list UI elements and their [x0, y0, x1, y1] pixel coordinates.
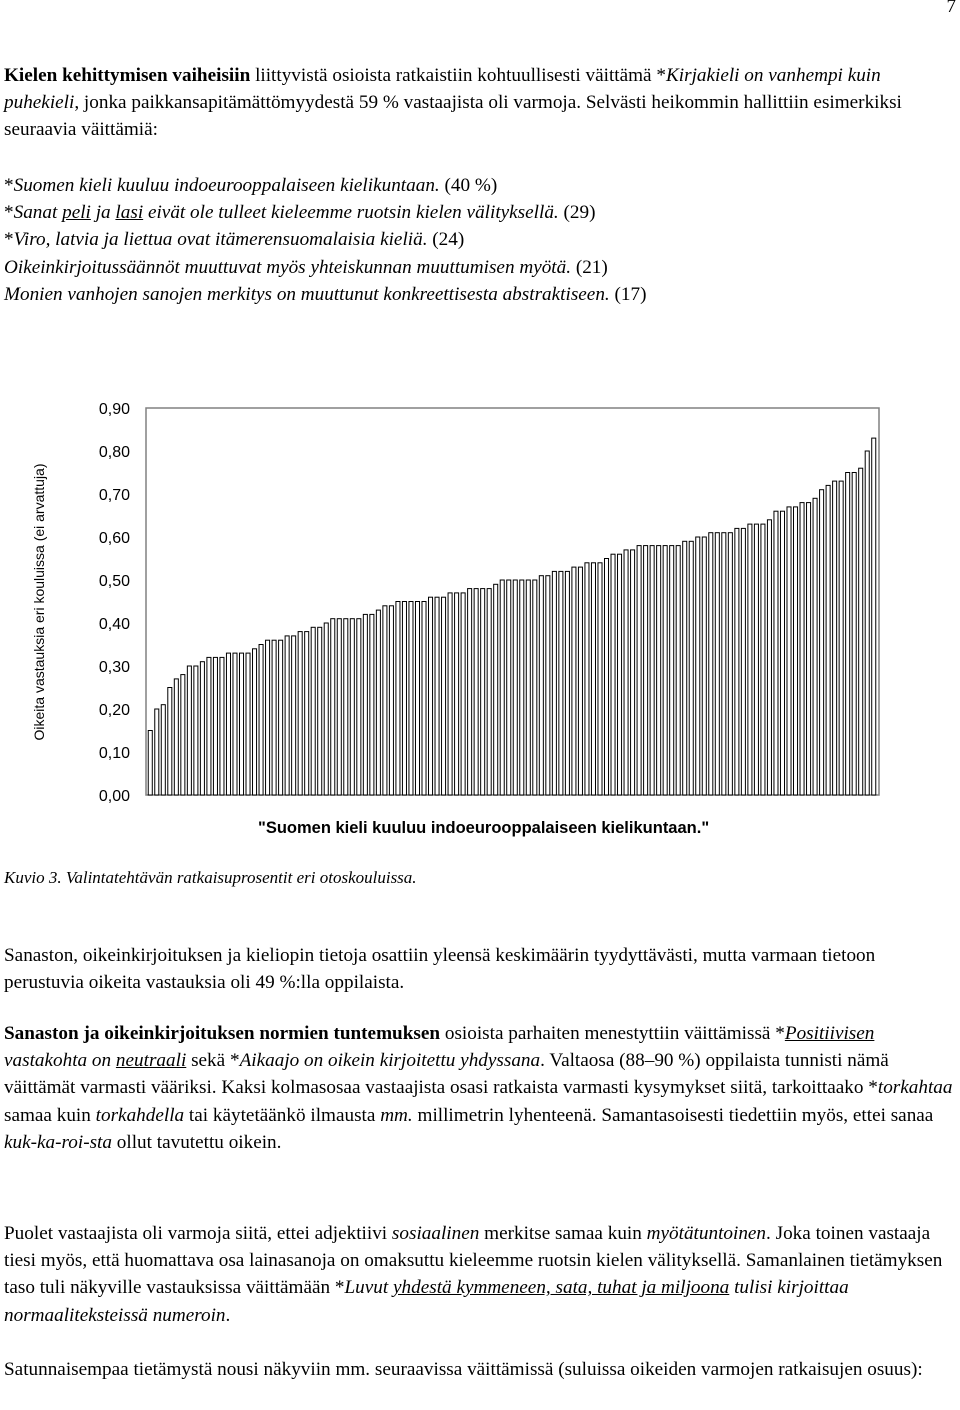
p3-i6: kuk-ka-roi-sta	[4, 1131, 112, 1153]
bar	[155, 709, 159, 795]
bar	[194, 666, 198, 795]
bar	[239, 653, 243, 795]
bar	[272, 640, 276, 795]
statement-percentage: (21)	[571, 256, 608, 278]
p3-t4: samaa kuin	[4, 1104, 96, 1126]
statement-percentage: (24)	[427, 229, 465, 251]
p3-t2: sekä *	[186, 1050, 240, 1072]
x-axis-title: "Suomen kieli kuuluu indoeurooppalaiseen kielikuntaan."	[258, 819, 710, 837]
bar	[813, 498, 817, 795]
p4-i1: sosiaalinen	[391, 1223, 480, 1244]
bar	[174, 679, 178, 795]
bar	[767, 520, 771, 795]
statement-item	[4, 254, 956, 281]
bar	[513, 580, 517, 795]
bar	[846, 473, 850, 796]
bar	[559, 571, 563, 795]
bar	[253, 649, 257, 795]
bar	[233, 653, 237, 795]
bar	[702, 537, 706, 795]
bar	[631, 550, 635, 795]
p3-word-neutraali	[116, 1050, 186, 1071]
y-tick-label: 0,70	[98, 487, 130, 504]
intro-text-2: , jonka paikkansapitämättömyydestä 59 % vastaajista oli varmoja. Selvästi heikommin hallittiin esimerkiksi seuraavia väittämiä:	[4, 92, 902, 141]
intro-paragraph	[4, 62, 956, 144]
bar	[598, 563, 602, 795]
statement-text: Suomen kieli kuuluu indoeurooppalaiseen kielikuntaan.	[13, 175, 440, 196]
bar	[565, 571, 569, 795]
statement-text: Monien vanhojen sanojen merkitys on muuttunut konkreettisesta abstraktiseen.	[4, 283, 610, 305]
bar	[585, 563, 589, 795]
bar	[370, 614, 374, 795]
bar	[429, 597, 433, 795]
bar	[311, 627, 315, 795]
statement-text: ja	[90, 202, 116, 224]
bar	[487, 589, 491, 795]
bar	[741, 528, 745, 795]
bar	[637, 546, 641, 795]
bar	[246, 653, 250, 795]
p3-u1: Positiivisen	[784, 1023, 875, 1044]
intro-heading: Kielen kehittymisen vaiheisiin	[4, 65, 251, 86]
y-tick-label: 0,40	[98, 616, 130, 633]
bar	[748, 524, 752, 795]
p4-u3: yhdestä kymmeneen, sata, tuhat ja miljoona	[393, 1277, 730, 1299]
chart-svg	[0, 380, 960, 850]
bar	[507, 580, 511, 795]
statement-item	[4, 199, 956, 226]
bar	[650, 546, 654, 795]
bar	[735, 528, 739, 795]
y-axis-title: Oikeita vastauksia eri kouluissa (ei arvattuja)	[31, 463, 47, 741]
statement-percentage: (40 %)	[439, 175, 498, 196]
p3-t7: ollut tavutettu oikein.	[111, 1131, 282, 1153]
p4-t4: .	[225, 1304, 231, 1326]
statement-percentage: (29)	[558, 202, 596, 224]
y-tick-label: 0,50	[98, 573, 130, 590]
bar	[852, 473, 856, 796]
statement-prefix: *	[4, 202, 14, 224]
bar	[344, 619, 348, 795]
y-tick-label: 0,00	[98, 788, 130, 805]
bar	[520, 580, 524, 795]
y-tick-label: 0,20	[98, 702, 130, 719]
bar	[207, 657, 211, 795]
bar	[611, 554, 615, 795]
bar	[807, 503, 811, 795]
bar	[187, 666, 191, 795]
bar	[363, 614, 367, 795]
bar	[715, 533, 719, 795]
statement-text: Oikeinkirjoitussäännöt muuttuvat myös yhteiskunnan muuttumisen myötä.	[4, 256, 572, 278]
statement-item	[4, 281, 956, 308]
statement-list	[4, 172, 956, 308]
bar	[279, 640, 283, 795]
bar	[820, 490, 824, 795]
figure-caption: Kuvio 3. Valintatehtävän ratkaisuprosentit eri otoskouluissa.	[4, 868, 417, 887]
bar	[618, 554, 622, 795]
bar	[709, 533, 713, 795]
statement-underlined-word: peli	[62, 202, 91, 224]
bar	[624, 550, 628, 795]
bar	[468, 589, 472, 795]
bar	[422, 602, 426, 796]
bar	[754, 524, 758, 795]
y-tick-label: 0,10	[98, 745, 130, 762]
p3-i4: torkahdella	[95, 1104, 185, 1126]
p4-i2: myötätuntoinen	[646, 1223, 767, 1244]
p4-underlined-phrase	[393, 1277, 729, 1298]
bar	[318, 627, 322, 795]
bar	[780, 511, 784, 795]
bar	[481, 589, 485, 795]
bar	[872, 438, 876, 795]
bar	[220, 657, 224, 795]
bar	[689, 541, 693, 795]
bar	[292, 636, 296, 795]
p4-t1: Puolet vastaajista oli varmoja siitä, ettei adjektiivi	[4, 1223, 392, 1244]
bar	[644, 546, 648, 795]
bar	[761, 524, 765, 795]
bar	[331, 619, 335, 795]
bar	[533, 580, 537, 795]
bar	[552, 571, 556, 795]
p3-word-positiivisen	[785, 1023, 875, 1044]
bar	[794, 507, 798, 795]
bar	[305, 632, 309, 795]
statement-text	[62, 202, 91, 223]
bar	[859, 468, 863, 795]
p3-t6: millimetrin lyhenteenä. Samantasoisesti tiedettiin myös, ettei sanaa	[412, 1104, 934, 1126]
bar	[402, 602, 406, 796]
paragraph-4	[4, 1220, 956, 1329]
bar	[350, 619, 354, 795]
bar-chart	[0, 380, 960, 850]
p3-t3: . Valtaosa (88–90 %) oppilaista tunnisti nämä väittämät varmasti vääriksi. Kaksi kolmasosaa vastaajista osasi ratkaista varmasti kysymykset siitä, tarkoittaako *	[4, 1050, 889, 1099]
y-tick-label: 0,60	[98, 530, 130, 547]
p4-t3: . Joka toinen vastaaja tiesi myös, että huomattava osa lainasanoja on omaksuttu kieleemme ruotsin kielen välityksellä. Samanlainen tietämyksen taso tuli näkyville vastauksissa väittämään *	[4, 1223, 943, 1299]
bar	[461, 593, 465, 795]
p3-i5: mm.	[380, 1104, 413, 1126]
y-tick-label: 0,90	[98, 401, 130, 418]
p3-i1: vastakohta on	[4, 1050, 116, 1072]
p3-t5: tai käytetäänkö ilmausta	[184, 1104, 381, 1126]
y-tick-label: 0,30	[98, 659, 130, 676]
bar	[442, 597, 446, 795]
bar	[800, 503, 804, 795]
bar	[728, 533, 732, 795]
bar	[389, 606, 393, 795]
bar	[213, 657, 217, 795]
statement-percentage: (17)	[609, 283, 647, 305]
bar	[435, 597, 439, 795]
bar	[161, 705, 165, 795]
statement-text: Viro, latvia ja liettua ovat itämerensuomalaisia kieliä.	[13, 229, 428, 251]
bar	[266, 640, 270, 795]
bar	[670, 546, 674, 795]
bar	[455, 593, 459, 795]
bar	[683, 541, 687, 795]
statement-prefix: *	[4, 175, 14, 196]
bar	[148, 731, 152, 796]
bar	[826, 485, 830, 795]
bar	[787, 507, 791, 795]
p3-u2: neutraali	[115, 1050, 187, 1072]
p4-t2: merkitse samaa kuin	[479, 1223, 647, 1244]
paragraph-3	[4, 1020, 956, 1156]
bar	[604, 559, 608, 796]
bar	[839, 481, 843, 795]
bar	[298, 632, 302, 795]
intro-statement: Kirjakieli on vanhempi kuin puhekieli	[4, 65, 881, 114]
bar	[324, 623, 328, 795]
bar	[376, 610, 380, 795]
bar	[578, 567, 582, 795]
bar	[181, 675, 185, 795]
bar	[168, 688, 172, 796]
bar	[200, 662, 204, 795]
bar	[663, 546, 667, 795]
statement-item	[4, 172, 956, 199]
bar	[526, 580, 530, 795]
p3-t1: osioista parhaiten menestyttiin väittämissä *	[440, 1023, 785, 1044]
bar	[657, 546, 661, 795]
p4-i3: Luvut	[344, 1277, 389, 1299]
bar	[774, 511, 778, 795]
page-number: 7	[946, 0, 956, 17]
bar	[409, 602, 413, 796]
bar	[259, 645, 263, 796]
bar	[500, 580, 504, 795]
bar	[383, 606, 387, 795]
intro-text-1: liittyvistä osioista ratkaistiin kohtuullisesti väittämä *	[250, 65, 666, 86]
bar	[591, 563, 595, 795]
bar	[357, 619, 361, 795]
bar	[865, 451, 869, 795]
bar	[546, 576, 550, 795]
statement-text: Sanat	[13, 202, 63, 224]
bar	[696, 537, 700, 795]
bar	[415, 602, 419, 796]
p3-i2: Aikaajo on oikein kirjoitettu yhdyssana	[239, 1050, 541, 1072]
paragraph-2: Sanaston, oikeinkirjoituksen ja kieliopin tietoja osattiin yleensä keskimäärin tyydyttävästi, mutta varmaan tietoon perustuvia oikeita vastauksia oli 49 %:lla oppilaista.	[4, 945, 876, 994]
y-tick-label: 0,80	[98, 444, 130, 461]
bar	[285, 636, 289, 795]
bar	[226, 653, 230, 795]
bar	[833, 481, 837, 795]
bar	[494, 584, 498, 795]
bar	[722, 533, 726, 795]
bar	[676, 546, 680, 795]
y-tick-labels	[99, 401, 130, 805]
statement-underlined-word: lasi	[115, 202, 144, 224]
bar	[337, 619, 341, 795]
statement-item	[4, 226, 956, 253]
bar	[396, 602, 400, 796]
paragraph-3-heading: Sanaston ja oikeinkirjoituksen normien tuntemuksen	[4, 1023, 441, 1044]
statement-text	[115, 202, 143, 223]
paragraph-5: Satunnaisempaa tietämystä nousi näkyviin mm. seuraavissa väittämissä (suluissa oikeiden varmojen ratkaisujen osuus):	[4, 1359, 923, 1380]
bar	[539, 576, 543, 795]
bar	[448, 593, 452, 795]
p4-i4: tulisi kirjoittaa normaaliteksteissä numeroin	[4, 1277, 849, 1326]
bar	[572, 567, 576, 795]
p3-i3: torkahtaa	[877, 1077, 953, 1099]
statement-text: eivät ole tulleet kieleemme ruotsin kielen välityksellä.	[143, 202, 559, 224]
bar	[474, 589, 478, 795]
statement-prefix: *	[4, 229, 14, 251]
